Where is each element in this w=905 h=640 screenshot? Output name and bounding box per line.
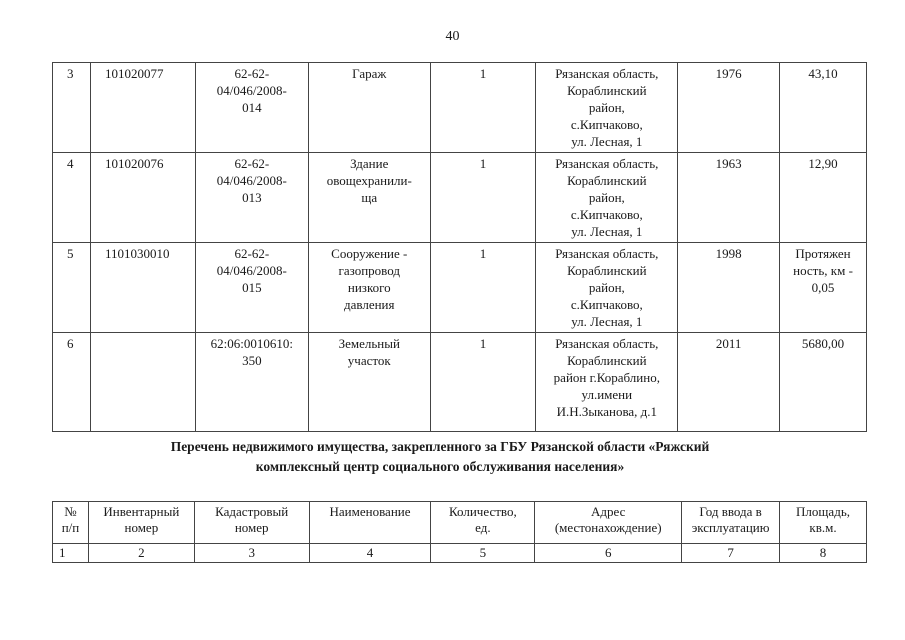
cell-cadastral-number: 62:06:0010610: 350 — [195, 333, 308, 432]
cell-inventory-number: 101020077 — [90, 63, 195, 153]
column-number: 8 — [780, 544, 867, 563]
cell-object-name: Гараж — [308, 63, 430, 153]
cell-inventory-number — [90, 333, 195, 432]
column-number: 3 — [194, 544, 309, 563]
cell-commission-year: 1963 — [678, 153, 780, 243]
column-number: 6 — [535, 544, 682, 563]
column-header: Площадь, кв.м. — [780, 502, 867, 544]
column-header: Инвентарный номер — [88, 502, 194, 544]
cell-commission-year: 2011 — [678, 333, 780, 432]
cell-quantity: 1 — [430, 63, 536, 153]
cell-cadastral-number: 62-62- 04/046/2008- 013 — [195, 153, 308, 243]
cell-object-name: Земельный участок — [308, 333, 430, 432]
column-header: Адрес (местонахождение) — [535, 502, 682, 544]
cell-area: 43,10 — [780, 63, 867, 153]
page-number: 40 — [445, 29, 460, 44]
cell-cadastral-number: 62-62- 04/046/2008- 015 — [195, 243, 308, 333]
column-header: Год ввода в эксплуатацию — [682, 502, 780, 544]
column-header: Количество, ед. — [431, 502, 535, 544]
cell-object-name: Здание овощехранили- ща — [308, 153, 430, 243]
cell-cadastral-number: 62-62- 04/046/2008- 014 — [195, 63, 308, 153]
column-number: 1 — [53, 544, 89, 563]
column-number: 7 — [682, 544, 780, 563]
cell-address: Рязанская область, Кораблинский район г.Кораблино, ул.имени И.Н.Зыканова, д.1 — [536, 333, 678, 432]
cell-object-name: Сооружение - газопровод низкого давления — [308, 243, 430, 333]
cell-commission-year: 1976 — [678, 63, 780, 153]
table-row — [53, 63, 867, 153]
cell-quantity: 1 — [430, 333, 536, 432]
cell-quantity: 1 — [430, 153, 536, 243]
column-header: Наименование — [309, 502, 431, 544]
cell-row-number: 4 — [53, 153, 91, 243]
table-row — [53, 153, 867, 243]
cell-row-number: 6 — [53, 333, 91, 432]
cell-inventory-number: 101020076 — [90, 153, 195, 243]
table-row — [53, 333, 867, 432]
cell-inventory-number: 1101030010 — [90, 243, 195, 333]
table-row — [53, 243, 867, 333]
cell-row-number: 3 — [53, 63, 91, 153]
cell-area: 12,90 — [780, 153, 867, 243]
column-number: 4 — [309, 544, 431, 563]
column-header: Кадастровый номер — [194, 502, 309, 544]
cell-area: 5680,00 — [780, 333, 867, 432]
cell-area: Протяжен ность, км - 0,05 — [780, 243, 867, 333]
cell-address: Рязанская область, Кораблинский район, с.Кипчаково, ул. Лесная, 1 — [536, 63, 678, 153]
cell-row-number: 5 — [53, 243, 91, 333]
column-number: 5 — [431, 544, 535, 563]
cell-address: Рязанская область, Кораблинский район, с.Кипчаково, ул. Лесная, 1 — [536, 243, 678, 333]
section-title: Перечень недвижимого имущества, закрепленного за ГБУ Рязанской области «Ряжский комплексный центр социального обслуживания населения» — [170, 439, 710, 474]
property-table-header — [52, 501, 867, 563]
cell-commission-year: 1998 — [678, 243, 780, 333]
property-table-continued — [52, 62, 867, 432]
column-header: № п/п — [53, 502, 89, 544]
column-number: 2 — [88, 544, 194, 563]
cell-address: Рязанская область, Кораблинский район, с.Кипчаково, ул. Лесная, 1 — [536, 153, 678, 243]
cell-quantity: 1 — [430, 243, 536, 333]
